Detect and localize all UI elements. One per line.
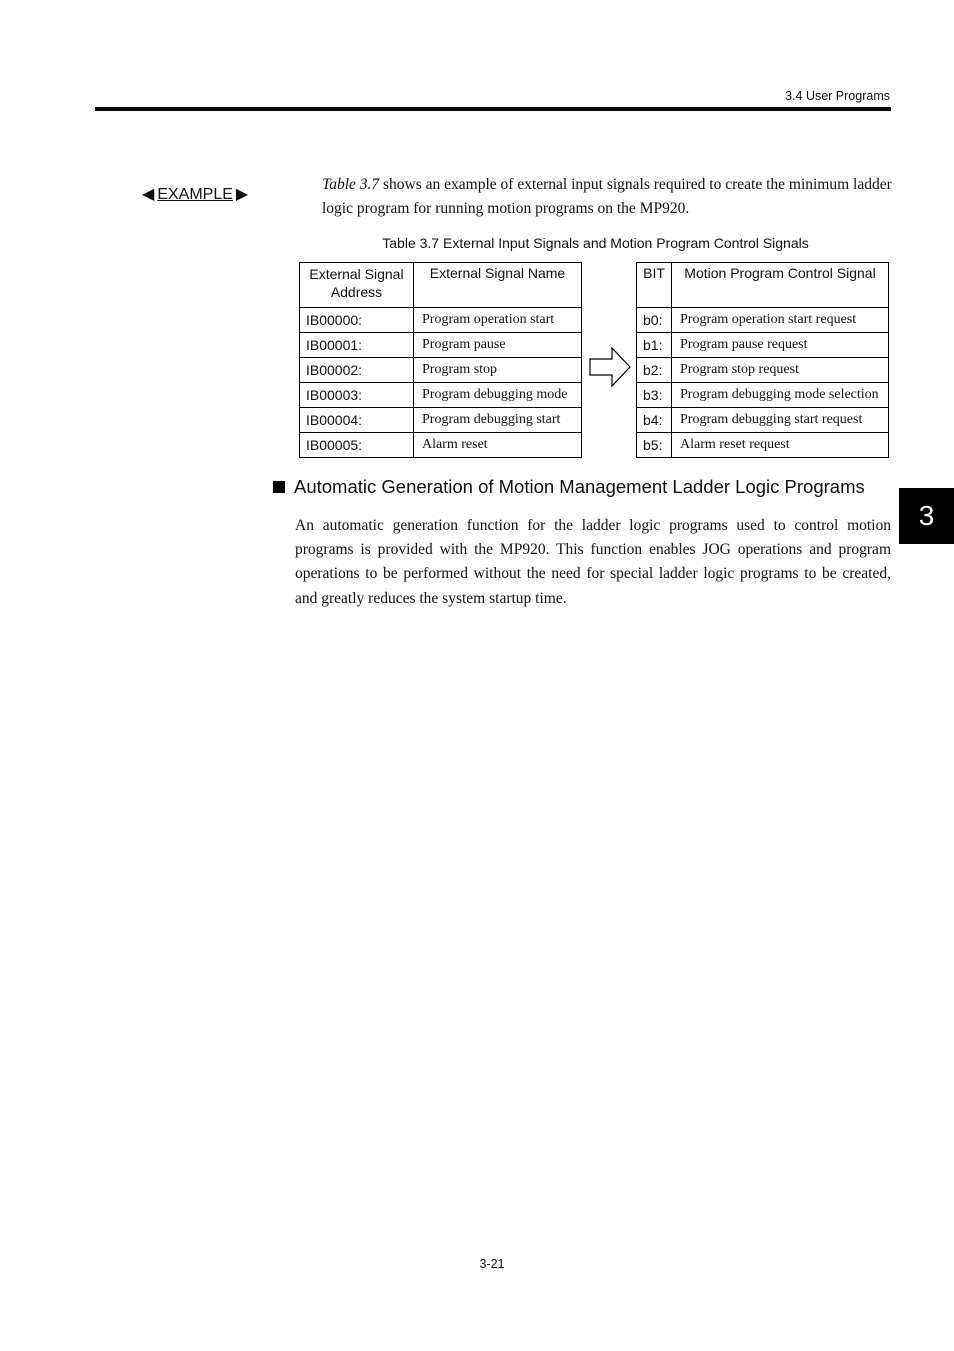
left-triangle-icon: ◀ bbox=[142, 186, 155, 203]
signal-name: Alarm reset bbox=[414, 433, 582, 458]
section-heading bbox=[273, 476, 865, 498]
signal-address: IB00000: bbox=[300, 308, 414, 333]
control-signal-name: Program debugging start request bbox=[672, 408, 889, 433]
black-square-bullet-icon bbox=[273, 481, 285, 493]
column-header: BIT bbox=[637, 263, 672, 308]
right-arrow-outline-icon bbox=[588, 346, 632, 388]
bit-label: b1: bbox=[637, 333, 672, 358]
example-marker bbox=[142, 186, 248, 204]
bit-label: b2: bbox=[637, 358, 672, 383]
table-reference: Table 3.7 bbox=[322, 176, 380, 193]
motion-control-signal-table bbox=[636, 262, 889, 458]
table-row bbox=[300, 433, 582, 458]
signal-name: Program debugging start bbox=[414, 408, 582, 433]
table-row bbox=[300, 333, 582, 358]
column-header: External Signal Address bbox=[300, 263, 414, 308]
bit-label: b5: bbox=[637, 433, 672, 458]
control-signal-name: Program operation start request bbox=[672, 308, 889, 333]
body-paragraph: An automatic generation function for the ladder logic programs used to control motion programs is provided with the MP920. This function enables JOG operations and program operations to be performed without the need for special ladder logic programs to be created, and greatly reduces the system startup time. bbox=[295, 517, 891, 607]
table-header-row bbox=[637, 263, 889, 308]
example-label-text: EXAMPLE bbox=[157, 186, 233, 203]
signal-name: Program pause bbox=[414, 333, 582, 358]
control-signal-name: Alarm reset request bbox=[672, 433, 889, 458]
external-signal-table bbox=[299, 262, 582, 458]
page-number: 3-21 bbox=[479, 1257, 505, 1271]
column-header: External Signal Name bbox=[414, 263, 582, 308]
bit-label: b3: bbox=[637, 383, 672, 408]
table-row bbox=[637, 383, 889, 408]
signal-address: IB00005: bbox=[300, 433, 414, 458]
table-row bbox=[300, 358, 582, 383]
running-header: 3.4 User Programs bbox=[785, 89, 890, 103]
table-row bbox=[300, 383, 582, 408]
signal-address: IB00004: bbox=[300, 408, 414, 433]
intro-text: shows an example of external input signals required to create the minimum ladder logic program for running motion programs on the MP920. bbox=[322, 176, 892, 217]
right-triangle-icon: ▶ bbox=[235, 186, 249, 203]
bit-label: b4: bbox=[637, 408, 672, 433]
signal-address: IB00002: bbox=[300, 358, 414, 383]
table-row bbox=[637, 358, 889, 383]
bit-label: b0: bbox=[637, 308, 672, 333]
header-rule bbox=[95, 107, 891, 111]
signal-address: IB00003: bbox=[300, 383, 414, 408]
table-row bbox=[637, 408, 889, 433]
control-signal-name: Program debugging mode selection bbox=[672, 383, 889, 408]
section-heading-text: Automatic Generation of Motion Management Ladder Logic Programs bbox=[294, 476, 865, 497]
chapter-tab: 3 bbox=[899, 488, 954, 544]
table-row bbox=[300, 408, 582, 433]
table-caption: Table 3.7 External Input Signals and Motion Program Control Signals bbox=[382, 235, 809, 251]
table-row bbox=[637, 308, 889, 333]
table-header-row bbox=[300, 263, 582, 308]
table-row bbox=[637, 333, 889, 358]
table-row bbox=[637, 433, 889, 458]
control-signal-name: Program pause request bbox=[672, 333, 889, 358]
table-row bbox=[300, 308, 582, 333]
signal-name: Program stop bbox=[414, 358, 582, 383]
column-header: Motion Program Control Signal bbox=[672, 263, 889, 308]
signal-name: Program operation start bbox=[414, 308, 582, 333]
signal-address: IB00001: bbox=[300, 333, 414, 358]
control-signal-name: Program stop request bbox=[672, 358, 889, 383]
intro-paragraph bbox=[322, 173, 892, 221]
signal-name: Program debugging mode bbox=[414, 383, 582, 408]
